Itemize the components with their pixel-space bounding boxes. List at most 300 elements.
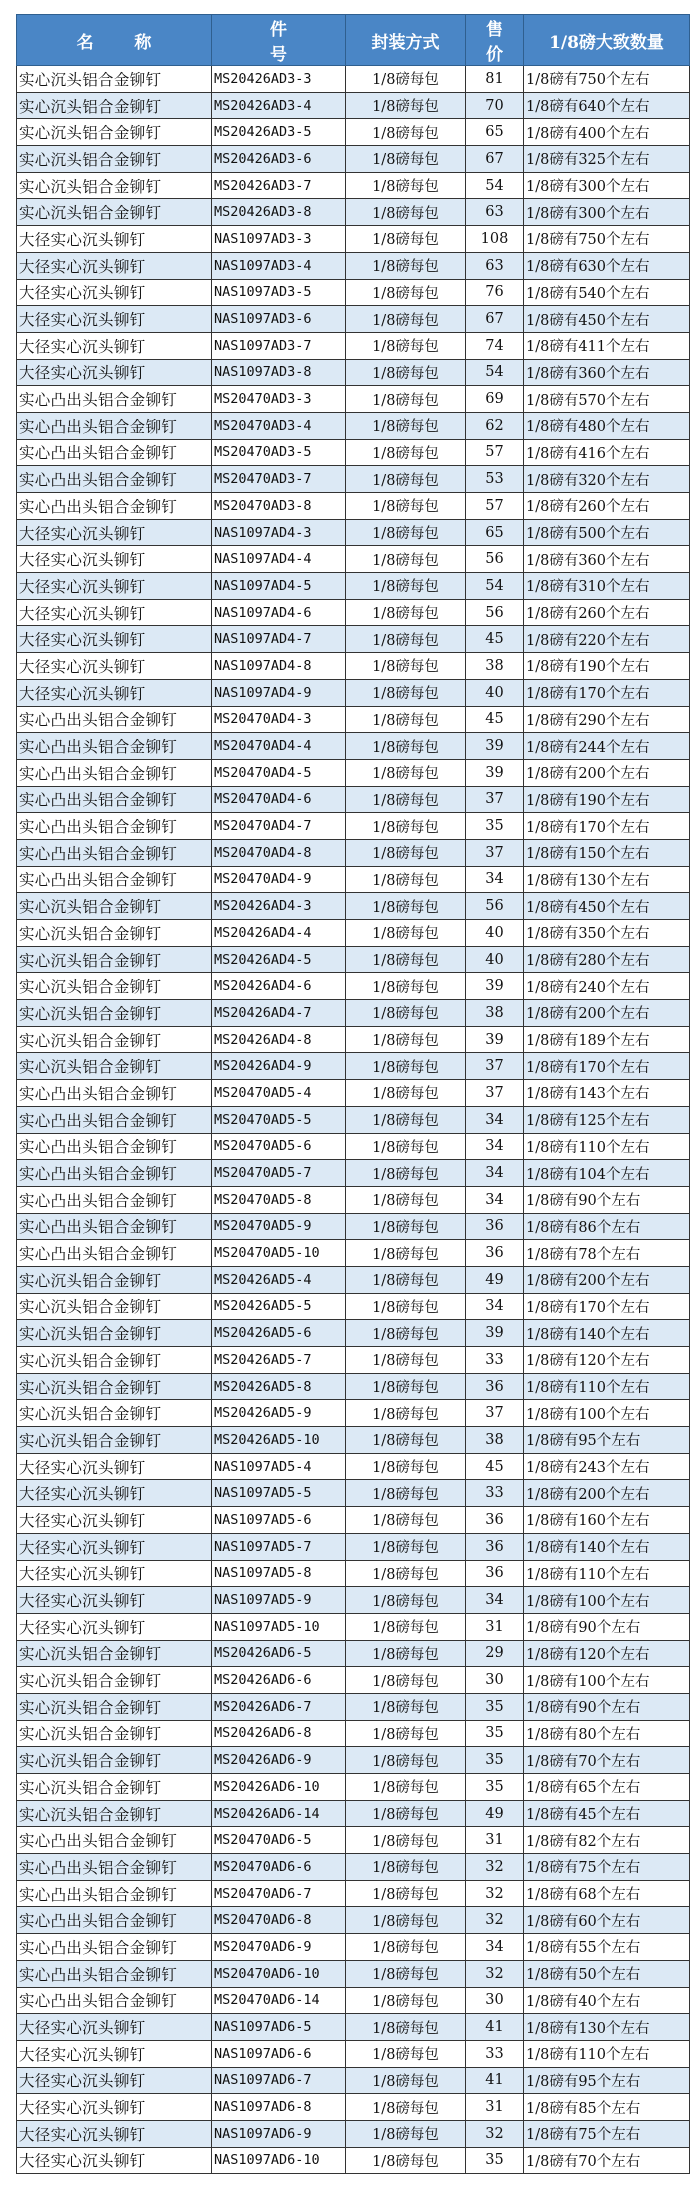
cell-part-number: MS20426AD3-6 [212,146,346,173]
cell-package: 1/8磅每包 [346,866,466,893]
cell-name: 实心凸出头铝合金铆钉 [17,466,212,493]
cell-quantity: 1/8磅有75个左右 [524,2120,690,2147]
table-row [17,1480,690,1507]
cell-part-number: MS20470AD4-9 [212,866,346,893]
cell-name: 大径实心沉头铆钉 [17,1507,212,1534]
cell-package: 1/8磅每包 [346,1827,466,1854]
cell-price: 39 [466,1026,524,1053]
cell-name: 实心沉头铝合金铆钉 [17,92,212,119]
cell-quantity: 1/8磅有570个左右 [524,386,690,413]
cell-package: 1/8磅每包 [346,1480,466,1507]
cell-part-number: MS20470AD6-10 [212,1960,346,1987]
table-row [17,92,690,119]
cell-quantity: 1/8磅有110个左右 [524,1133,690,1160]
cell-name: 实心沉头铝合金铆钉 [17,1720,212,1747]
cell-part-number: MS20470AD5-4 [212,1080,346,1107]
cell-name: 实心沉头铝合金铆钉 [17,1320,212,1347]
cell-name: 实心凸出头铝合金铆钉 [17,1106,212,1133]
cell-name: 实心沉头铝合金铆钉 [17,119,212,146]
cell-name: 大径实心沉头铆钉 [17,653,212,680]
cell-package: 1/8磅每包 [346,706,466,733]
cell-price: 56 [466,546,524,573]
cell-part-number: NAS1097AD4-4 [212,546,346,573]
table-row [17,839,690,866]
cell-package: 1/8磅每包 [346,1800,466,1827]
cell-package: 1/8磅每包 [346,679,466,706]
table-row [17,573,690,600]
cell-quantity: 1/8磅有240个左右 [524,973,690,1000]
cell-price: 34 [466,1106,524,1133]
cell-name: 实心沉头铝合金铆钉 [17,146,212,173]
cell-quantity: 1/8磅有45个左右 [524,1800,690,1827]
cell-quantity: 1/8磅有86个左右 [524,1213,690,1240]
table-row [17,546,690,573]
cell-name: 实心凸出头铝合金铆钉 [17,759,212,786]
cell-price: 76 [466,279,524,306]
cell-price: 30 [466,1667,524,1694]
cell-package: 1/8磅每包 [346,759,466,786]
table-row [17,1213,690,1240]
cell-name: 实心凸出头铝合金铆钉 [17,1880,212,1907]
cell-price: 32 [466,1880,524,1907]
cell-name: 实心凸出头铝合金铆钉 [17,1160,212,1187]
table-row [17,973,690,1000]
cell-part-number: MS20470AD6-7 [212,1880,346,1907]
table-row [17,2094,690,2121]
cell-quantity: 1/8磅有300个左右 [524,199,690,226]
cell-price: 37 [466,1400,524,1427]
cell-price: 57 [466,439,524,466]
cell-package: 1/8磅每包 [346,733,466,760]
cell-name: 实心沉头铝合金铆钉 [17,973,212,1000]
cell-package: 1/8磅每包 [346,2147,466,2174]
cell-price: 34 [466,1160,524,1187]
cell-part-number: MS20426AD4-8 [212,1026,346,1053]
cell-quantity: 1/8磅有90个左右 [524,1693,690,1720]
cell-part-number: MS20426AD5-4 [212,1266,346,1293]
cell-part-number: MS20426AD6-5 [212,1640,346,1667]
cell-part-number: NAS1097AD5-5 [212,1480,346,1507]
cell-price: 49 [466,1800,524,1827]
cell-quantity: 1/8磅有750个左右 [524,66,690,93]
cell-quantity: 1/8磅有90个左右 [524,1186,690,1213]
cell-name: 实心沉头铝合金铆钉 [17,1373,212,1400]
table-row [17,1747,690,1774]
cell-quantity: 1/8磅有189个左右 [524,1026,690,1053]
cell-part-number: MS20470AD4-7 [212,813,346,840]
cell-part-number: NAS1097AD3-3 [212,226,346,253]
cell-name: 实心凸出头铝合金铆钉 [17,866,212,893]
cell-package: 1/8磅每包 [346,1880,466,1907]
cell-name: 实心沉头铝合金铆钉 [17,1293,212,1320]
header-name: 名称 [17,15,212,66]
cell-package: 1/8磅每包 [346,2067,466,2094]
table-row [17,252,690,279]
table-row [17,1854,690,1881]
cell-name: 大径实心沉头铆钉 [17,2094,212,2121]
cell-name: 实心沉头铝合金铆钉 [17,1427,212,1454]
cell-quantity: 1/8磅有310个左右 [524,573,690,600]
cell-quantity: 1/8磅有220个左右 [524,626,690,653]
cell-package: 1/8磅每包 [346,199,466,226]
cell-name: 大径实心沉头铆钉 [17,599,212,626]
cell-quantity: 1/8磅有450个左右 [524,893,690,920]
cell-name: 实心凸出头铝合金铆钉 [17,1186,212,1213]
table-row [17,1266,690,1293]
cell-part-number: NAS1097AD3-5 [212,279,346,306]
cell-package: 1/8磅每包 [346,1053,466,1080]
cell-price: 29 [466,1640,524,1667]
cell-part-number: MS20470AD5-7 [212,1160,346,1187]
cell-name: 大径实心沉头铆钉 [17,519,212,546]
cell-package: 1/8磅每包 [346,599,466,626]
cell-part-number: MS20426AD5-10 [212,1427,346,1454]
cell-price: 31 [466,1827,524,1854]
cell-quantity: 1/8磅有70个左右 [524,2147,690,2174]
header-package: 封装方式 [346,15,466,66]
cell-price: 32 [466,2120,524,2147]
cell-price: 62 [466,412,524,439]
cell-name: 实心沉头铝合金铆钉 [17,920,212,947]
cell-package: 1/8磅每包 [346,893,466,920]
cell-price: 54 [466,573,524,600]
cell-price: 37 [466,1080,524,1107]
cell-name: 实心凸出头铝合金铆钉 [17,1240,212,1267]
table-row [17,1160,690,1187]
cell-price: 39 [466,759,524,786]
cell-name: 实心凸出头铝合金铆钉 [17,839,212,866]
cell-name: 实心沉头铝合金铆钉 [17,1026,212,1053]
table-row [17,199,690,226]
table-row [17,1587,690,1614]
cell-price: 56 [466,599,524,626]
cell-quantity: 1/8磅有480个左右 [524,412,690,439]
cell-package: 1/8磅每包 [346,1774,466,1801]
table-row [17,1373,690,1400]
cell-package: 1/8磅每包 [346,1400,466,1427]
cell-package: 1/8磅每包 [346,573,466,600]
cell-quantity: 1/8磅有350个左右 [524,920,690,947]
cell-package: 1/8磅每包 [346,226,466,253]
table-row [17,1240,690,1267]
cell-part-number: NAS1097AD5-9 [212,1587,346,1614]
cell-price: 81 [466,66,524,93]
cell-package: 1/8磅每包 [346,1560,466,1587]
cell-name: 实心沉头铝合金铆钉 [17,1400,212,1427]
cell-price: 38 [466,1427,524,1454]
cell-quantity: 1/8磅有120个左右 [524,1640,690,1667]
cell-package: 1/8磅每包 [346,1320,466,1347]
cell-price: 40 [466,679,524,706]
cell-name: 大径实心沉头铆钉 [17,306,212,333]
cell-part-number: NAS1097AD3-7 [212,332,346,359]
cell-name: 实心沉头铝合金铆钉 [17,172,212,199]
table-row [17,653,690,680]
cell-package: 1/8磅每包 [346,412,466,439]
cell-price: 37 [466,786,524,813]
cell-part-number: MS20470AD3-5 [212,439,346,466]
cell-quantity: 1/8磅有130个左右 [524,866,690,893]
cell-quantity: 1/8磅有160个左右 [524,1507,690,1534]
cell-part-number: MS20426AD6-10 [212,1774,346,1801]
table-row [17,2014,690,2041]
cell-quantity: 1/8磅有70个左右 [524,1747,690,1774]
cell-part-number: MS20470AD3-7 [212,466,346,493]
table-row [17,599,690,626]
cell-package: 1/8磅每包 [346,1293,466,1320]
cell-part-number: MS20470AD4-3 [212,706,346,733]
table-row [17,706,690,733]
cell-name: 实心凸出头铝合金铆钉 [17,813,212,840]
cell-package: 1/8磅每包 [346,252,466,279]
cell-package: 1/8磅每包 [346,2120,466,2147]
cell-part-number: NAS1097AD5-10 [212,1613,346,1640]
table-row [17,1640,690,1667]
table-row [17,813,690,840]
cell-name: 大径实心沉头铆钉 [17,359,212,386]
cell-package: 1/8磅每包 [346,653,466,680]
cell-quantity: 1/8磅有75个左右 [524,1854,690,1881]
cell-package: 1/8磅每包 [346,119,466,146]
cell-quantity: 1/8磅有290个左右 [524,706,690,733]
table-row [17,172,690,199]
cell-price: 63 [466,252,524,279]
table-row [17,1827,690,1854]
cell-price: 31 [466,2094,524,2121]
cell-quantity: 1/8磅有170个左右 [524,679,690,706]
table-row [17,1934,690,1961]
table-row [17,1320,690,1347]
cell-price: 39 [466,733,524,760]
cell-name: 实心凸出头铝合金铆钉 [17,1854,212,1881]
cell-part-number: MS20426AD3-8 [212,199,346,226]
cell-quantity: 1/8磅有411个左右 [524,332,690,359]
table-row [17,386,690,413]
cell-part-number: MS20470AD4-8 [212,839,346,866]
table-row [17,146,690,173]
cell-quantity: 1/8磅有325个左右 [524,146,690,173]
cell-price: 40 [466,920,524,947]
table-row [17,866,690,893]
cell-price: 34 [466,1934,524,1961]
cell-price: 35 [466,1693,524,1720]
cell-price: 54 [466,359,524,386]
cell-package: 1/8磅每包 [346,1133,466,1160]
cell-quantity: 1/8磅有90个左右 [524,1613,690,1640]
cell-quantity: 1/8磅有120个左右 [524,1347,690,1374]
table-row [17,1720,690,1747]
cell-part-number: NAS1097AD3-4 [212,252,346,279]
cell-price: 74 [466,332,524,359]
cell-name: 大径实心沉头铆钉 [17,1613,212,1640]
cell-part-number: NAS1097AD6-7 [212,2067,346,2094]
cell-package: 1/8磅每包 [346,1026,466,1053]
cell-price: 108 [466,226,524,253]
cell-quantity: 1/8磅有150个左右 [524,839,690,866]
cell-package: 1/8磅每包 [346,1667,466,1694]
cell-part-number: MS20470AD6-5 [212,1827,346,1854]
cell-quantity: 1/8磅有280个左右 [524,946,690,973]
cell-price: 33 [466,1480,524,1507]
table-row [17,626,690,653]
cell-part-number: MS20426AD5-9 [212,1400,346,1427]
cell-quantity: 1/8磅有200个左右 [524,1480,690,1507]
table-row [17,1774,690,1801]
cell-quantity: 1/8磅有100个左右 [524,1667,690,1694]
cell-part-number: MS20470AD3-3 [212,386,346,413]
cell-price: 39 [466,1320,524,1347]
cell-part-number: MS20470AD6-9 [212,1934,346,1961]
cell-quantity: 1/8磅有416个左右 [524,439,690,466]
cell-name: 实心沉头铝合金铆钉 [17,1266,212,1293]
table-row [17,893,690,920]
cell-quantity: 1/8磅有190个左右 [524,786,690,813]
cell-price: 35 [466,1774,524,1801]
cell-price: 37 [466,839,524,866]
cell-name: 大径实心沉头铆钉 [17,679,212,706]
cell-price: 54 [466,172,524,199]
table-row [17,1880,690,1907]
cell-package: 1/8磅每包 [346,466,466,493]
cell-name: 大径实心沉头铆钉 [17,2147,212,2174]
table-row [17,412,690,439]
cell-name: 实心凸出头铝合金铆钉 [17,386,212,413]
cell-part-number: NAS1097AD4-3 [212,519,346,546]
cell-part-number: NAS1097AD4-6 [212,599,346,626]
cell-price: 36 [466,1373,524,1400]
cell-package: 1/8磅每包 [346,1347,466,1374]
cell-name: 实心凸出头铝合金铆钉 [17,1133,212,1160]
cell-quantity: 1/8磅有640个左右 [524,92,690,119]
cell-part-number: MS20426AD4-6 [212,973,346,1000]
cell-price: 34 [466,1587,524,1614]
cell-package: 1/8磅每包 [346,546,466,573]
cell-price: 69 [466,386,524,413]
cell-package: 1/8磅每包 [346,1720,466,1747]
cell-quantity: 1/8磅有243个左右 [524,1453,690,1480]
cell-price: 67 [466,146,524,173]
cell-package: 1/8磅每包 [346,1613,466,1640]
cell-quantity: 1/8磅有300个左右 [524,172,690,199]
cell-package: 1/8磅每包 [346,786,466,813]
cell-package: 1/8磅每包 [346,1907,466,1934]
cell-package: 1/8磅每包 [346,493,466,520]
table-row [17,1080,690,1107]
cell-price: 56 [466,893,524,920]
cell-part-number: NAS1097AD5-7 [212,1533,346,1560]
cell-part-number: MS20426AD3-7 [212,172,346,199]
cell-quantity: 1/8磅有260个左右 [524,493,690,520]
table-row [17,1400,690,1427]
cell-part-number: NAS1097AD4-5 [212,573,346,600]
cell-part-number: MS20470AD6-8 [212,1907,346,1934]
cell-part-number: NAS1097AD3-6 [212,306,346,333]
cell-package: 1/8磅每包 [346,973,466,1000]
table-row [17,2120,690,2147]
cell-quantity: 1/8磅有110个左右 [524,2040,690,2067]
cell-quantity: 1/8磅有170个左右 [524,1053,690,1080]
cell-quantity: 1/8磅有200个左右 [524,759,690,786]
cell-name: 实心凸出头铝合金铆钉 [17,1080,212,1107]
cell-name: 实心沉头铝合金铆钉 [17,1053,212,1080]
cell-price: 41 [466,2067,524,2094]
cell-package: 1/8磅每包 [346,1987,466,2014]
cell-package: 1/8磅每包 [346,1240,466,1267]
cell-price: 41 [466,2014,524,2041]
cell-package: 1/8磅每包 [346,1453,466,1480]
cell-quantity: 1/8磅有143个左右 [524,1080,690,1107]
table-row [17,66,690,93]
cell-part-number: MS20426AD3-5 [212,119,346,146]
cell-name: 实心凸出头铝合金铆钉 [17,1827,212,1854]
cell-package: 1/8磅每包 [346,1266,466,1293]
cell-package: 1/8磅每包 [346,1373,466,1400]
cell-price: 35 [466,2147,524,2174]
table-row [17,1560,690,1587]
cell-name: 实心凸出头铝合金铆钉 [17,706,212,733]
cell-package: 1/8磅每包 [346,386,466,413]
cell-price: 38 [466,1000,524,1027]
table-header-row [17,15,690,66]
cell-name: 大径实心沉头铆钉 [17,2067,212,2094]
cell-package: 1/8磅每包 [346,2040,466,2067]
table-row [17,226,690,253]
table-row [17,1053,690,1080]
cell-name: 实心凸出头铝合金铆钉 [17,439,212,466]
cell-price: 65 [466,519,524,546]
cell-price: 34 [466,1186,524,1213]
cell-name: 实心沉头铝合金铆钉 [17,1747,212,1774]
cell-part-number: MS20470AD3-4 [212,412,346,439]
cell-part-number: MS20470AD4-4 [212,733,346,760]
table-row [17,1453,690,1480]
cell-name: 实心凸出头铝合金铆钉 [17,1934,212,1961]
cell-name: 实心沉头铝合金铆钉 [17,1800,212,1827]
table-row [17,920,690,947]
cell-package: 1/8磅每包 [346,1960,466,1987]
table-row [17,1907,690,1934]
cell-quantity: 1/8磅有630个左右 [524,252,690,279]
cell-name: 实心沉头铝合金铆钉 [17,1347,212,1374]
cell-name: 大径实心沉头铆钉 [17,1587,212,1614]
cell-part-number: MS20426AD4-7 [212,1000,346,1027]
cell-quantity: 1/8磅有60个左右 [524,1907,690,1934]
cell-name: 大径实心沉头铆钉 [17,1533,212,1560]
cell-part-number: MS20426AD6-6 [212,1667,346,1694]
cell-price: 36 [466,1240,524,1267]
cell-part-number: MS20426AD3-3 [212,66,346,93]
table-row [17,466,690,493]
cell-name: 实心沉头铝合金铆钉 [17,893,212,920]
cell-name: 实心沉头铝合金铆钉 [17,1000,212,1027]
cell-quantity: 1/8磅有40个左右 [524,1987,690,2014]
cell-name: 实心凸出头铝合金铆钉 [17,493,212,520]
cell-package: 1/8磅每包 [346,1533,466,1560]
table-row [17,332,690,359]
cell-price: 34 [466,1133,524,1160]
cell-part-number: MS20426AD4-3 [212,893,346,920]
table-row [17,1000,690,1027]
cell-part-number: MS20426AD6-8 [212,1720,346,1747]
cell-name: 实心凸出头铝合金铆钉 [17,412,212,439]
table-row [17,759,690,786]
price-table-container [16,14,689,2174]
table-row [17,1987,690,2014]
cell-part-number: MS20426AD4-5 [212,946,346,973]
cell-part-number: MS20426AD4-9 [212,1053,346,1080]
cell-quantity: 1/8磅有200个左右 [524,1266,690,1293]
cell-price: 30 [466,1987,524,2014]
